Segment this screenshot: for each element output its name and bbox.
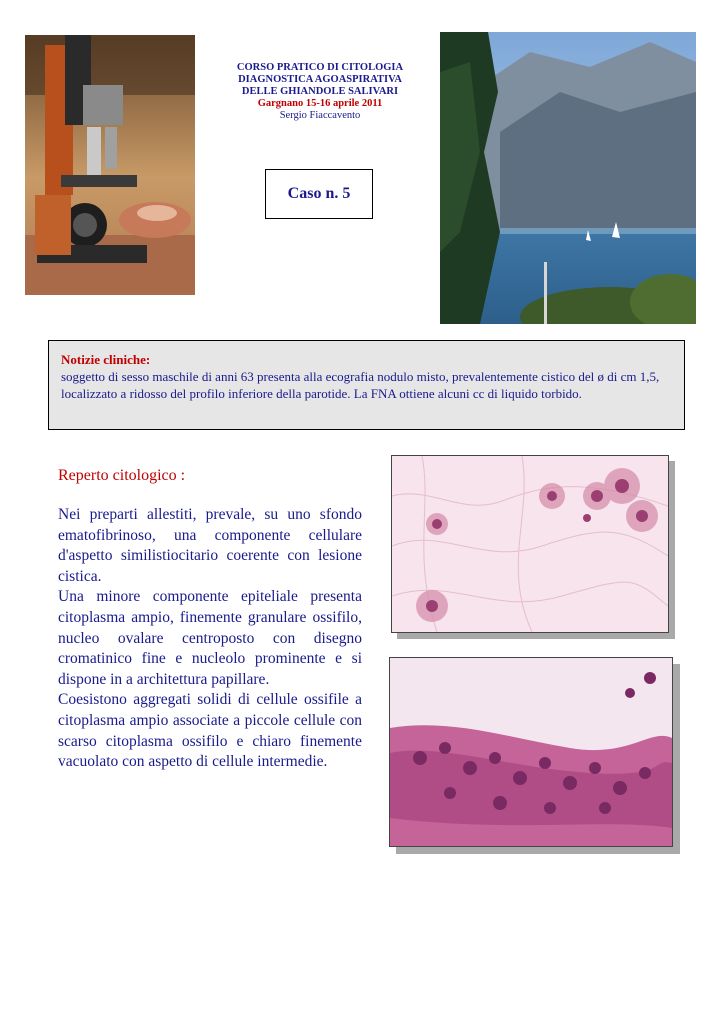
cytology-findings bbox=[58, 467, 362, 773]
course-title-line-1: CORSO PRATICO DI CITOLOGIA bbox=[236, 62, 404, 73]
course-title-line-2: DIAGNOSTICA AGOASPIRATIVA bbox=[238, 74, 402, 85]
cytology-micrograph-cell-aggregate bbox=[389, 657, 673, 847]
cytology-findings-title: Reperto citologico : bbox=[58, 467, 186, 484]
lake-landscape-photo bbox=[440, 32, 696, 324]
findings-paragraph: Una minore componente epiteliale presenta citoplasma ampio, finemente granulare ossifilo, nucleo ovalare centroposto con disegno cromatinico fine e nucleolo prominente e si dispone in a architettura papillare. bbox=[58, 588, 362, 688]
case-number-box bbox=[265, 169, 373, 219]
course-title-line-3: DELLE GHIANDOLE SALIVARI bbox=[241, 86, 399, 97]
cytology-micrograph-sparse-cells bbox=[391, 455, 669, 633]
course-author: Sergio Fiaccavento bbox=[279, 110, 361, 121]
course-header bbox=[200, 62, 440, 122]
clinical-notes-box bbox=[48, 340, 685, 430]
case-number-label: Caso n. 5 bbox=[287, 185, 351, 202]
course-date: Gargnano 15-16 aprile 2011 bbox=[257, 98, 383, 109]
microscope-photo bbox=[25, 35, 195, 295]
findings-paragraph: Nei preparti allestiti, prevale, su uno sfondo ematofibrinoso, una componente cellulare d'aspetto similistiocitario coerente con lesione cistica. bbox=[58, 506, 362, 585]
cytology-findings-text bbox=[58, 505, 362, 773]
clinical-notes-title: Notizie cliniche: bbox=[61, 352, 151, 367]
clinical-notes-text: soggetto di sesso maschile di anni 63 presenta alla ecografia nodulo misto, prevalentemente cistico del ø di cm 1,5, localizzato a ridosso del profilo inferiore della parotide. La FNA ottiene alcuni cc di liquido torbido. bbox=[61, 369, 660, 401]
findings-paragraph: Coesistono aggregati solidi di cellule ossifile a citoplasma ampio associate a piccole cellule con scarso citoplasma ossifilo e chiaro finemente vacuolato con aspetto di cellule intermedie. bbox=[58, 691, 362, 771]
